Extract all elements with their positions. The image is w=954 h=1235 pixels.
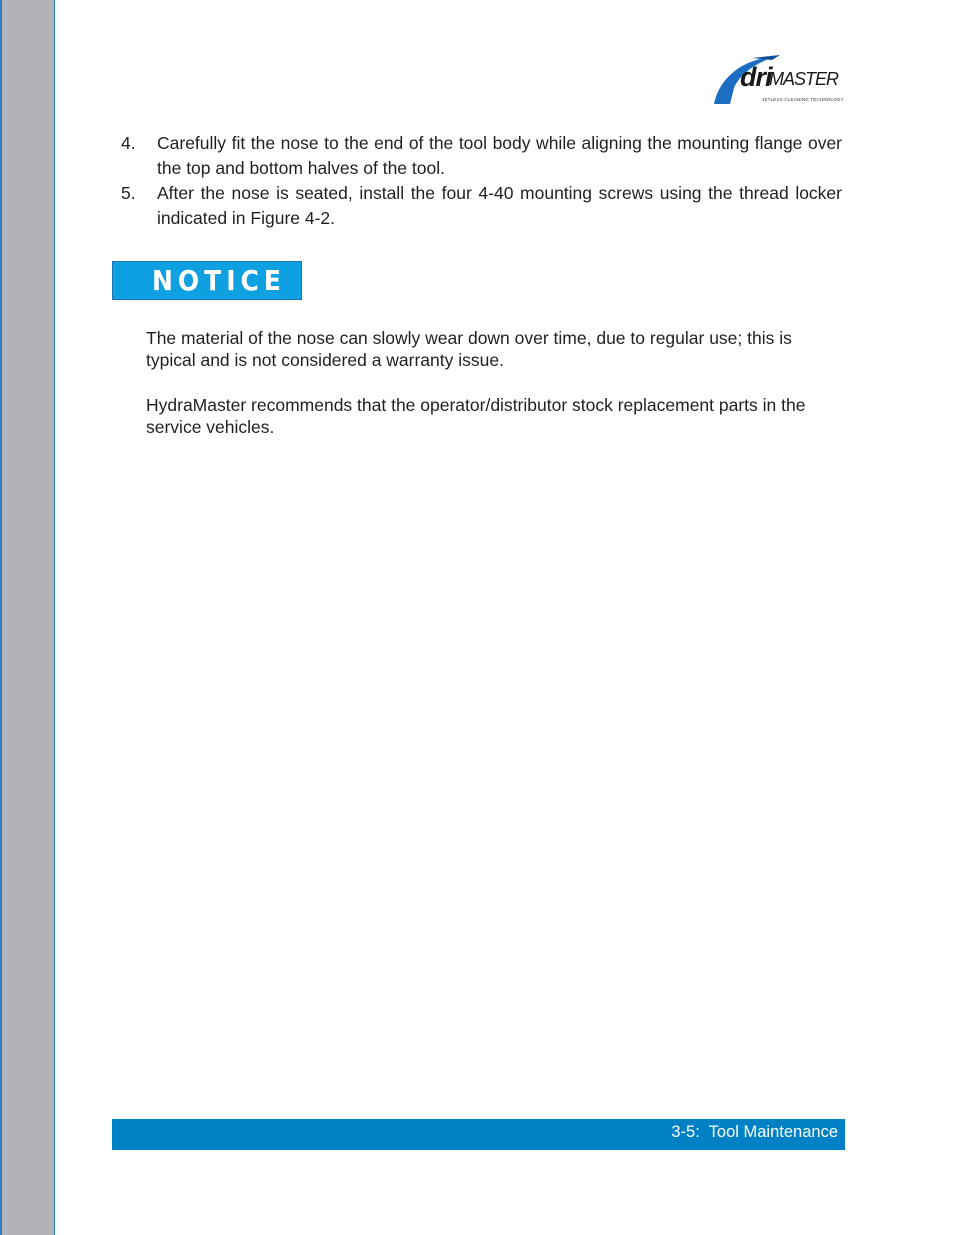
logo-master-text: MASTER [769, 69, 839, 89]
step-text: After the nose is seated, install the four 4-40 mounting screws using the thread locker indicated in Figure 4-2. [157, 183, 842, 228]
step-number: 4. [121, 133, 136, 153]
notice-paragraph: The material of the nose can slowly wear down over time, due to regular use; this is typical and is not considered a warranty issue. [146, 328, 792, 370]
list-item [121, 131, 842, 181]
logo-dri-text: dri [740, 62, 772, 92]
notice-body [146, 327, 816, 461]
logo-tagline: JETLESS CLEANING TECHNOLOGY [762, 97, 844, 102]
step-number: 5. [121, 183, 136, 203]
notice-label: NOTICE [152, 264, 286, 297]
footer-bar [112, 1119, 845, 1150]
notice-banner [112, 261, 302, 300]
notice-paragraph: HydraMaster recommends that the operator/distributor stock replacement parts in the service vehicles. [146, 395, 806, 437]
list-item [121, 181, 842, 231]
footer-section-label: 3-5: Tool Maintenance [671, 1123, 838, 1141]
procedure-steps [121, 131, 842, 231]
left-margin-bar [0, 0, 55, 1235]
drimaster-logo [712, 52, 844, 108]
step-text: Carefully fit the nose to the end of the tool body while aligning the mounting flange over the top and bottom halves of the tool. [157, 133, 842, 178]
